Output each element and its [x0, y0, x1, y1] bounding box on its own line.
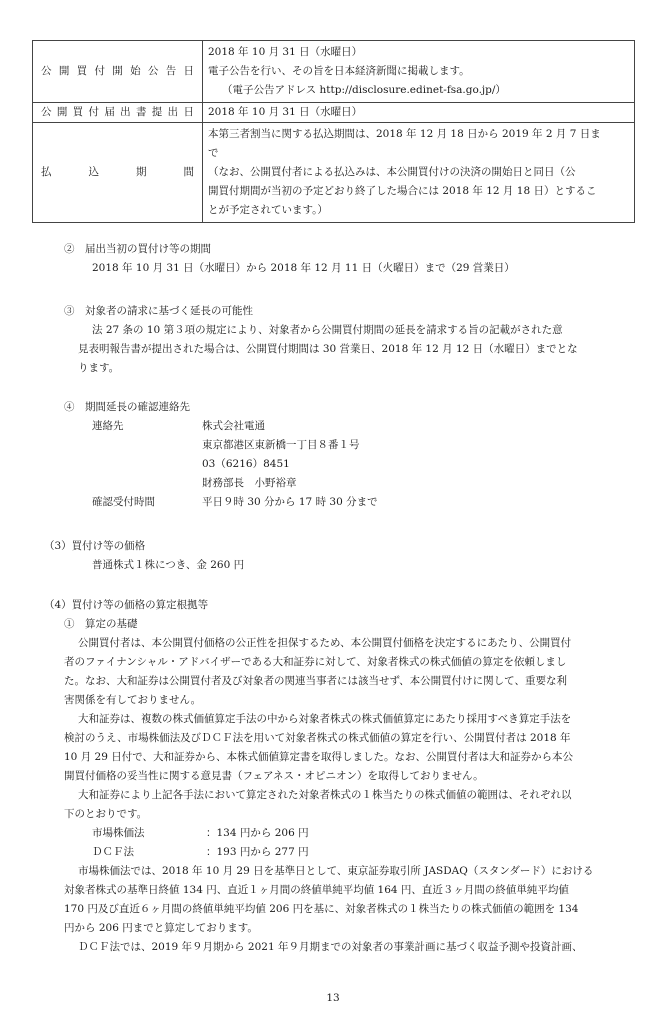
- paragraph-line: 円から 206 円までと算定しております。: [64, 922, 258, 934]
- section-heading: （4）買付け等の価格の算定根拠等: [44, 599, 209, 611]
- table-value-cell: [203, 123, 635, 223]
- section-heading: ④ 期間延長の確認連絡先: [64, 401, 190, 413]
- table-value-line: とが予定されています。）: [208, 204, 328, 216]
- method-name: 市場株価法: [92, 827, 145, 839]
- table-value-cell: [203, 103, 635, 123]
- method-name: ＤＣＦ法: [92, 846, 134, 858]
- hours-value: 平日９時 30 分から 17 時 30 分まで: [202, 496, 378, 508]
- paragraph-line: 170 円及び直近６ヶ月間の終値単純平均値 206 円を基に、対象者株式の１株当たりの株式価値の範囲を 134: [64, 903, 579, 915]
- table-label-cell: [33, 123, 203, 223]
- method-range: ：193 円から 277 円: [206, 846, 309, 858]
- label-char: 込: [88, 166, 99, 178]
- contact-phone: 03（6216）8451: [202, 458, 290, 470]
- paragraph-line: 大和証券は、複数の株式価値算定手法の中から対象者株式の株式価値算定にあたり採用すべき算定手法を: [78, 713, 572, 725]
- paragraph-line: 開買付価格の妥当性に関する意見書（フェアネス・オピニオン）を取得しておりません。: [64, 770, 484, 782]
- table-value-line: 本第三者割当に関する払込期間は、2018 年 12 月 18 日から 2019 年 2 月 7 日ま: [208, 128, 601, 140]
- paragraph-line: 公開買付者は、本公開買付価格の公正性を担保するため、本公開買付価格を決定するにあたり、公開買付: [78, 637, 572, 649]
- paragraph-line: た。なお、大和証券は公開買付者及び対象者の関連当事者には該当せず、本公開買付けに関して、重要な利: [64, 675, 567, 687]
- section-heading: ③ 対象者の請求に基づく延長の可能性: [64, 305, 253, 317]
- label-char: 公: [147, 65, 159, 77]
- table-value-line: 電子公告を行い、その旨を日本経済新聞に掲載します。: [208, 65, 470, 77]
- table-row: [33, 123, 635, 223]
- paragraph-line: 普通株式１株につき、金 260 円: [92, 559, 245, 571]
- section-heading: ② 届出当初の買付け等の期間: [64, 243, 211, 255]
- table-value-line: 2018 年 10 月 31 日（水曜日）: [208, 46, 363, 58]
- paragraph-line: ＤＣＦ法では、2019 年９月期から 2021 年９月期までの対象者の事業計画に基づく収益予測や投資計画、: [78, 941, 583, 953]
- subsection-heading: ① 算定の基礎: [64, 618, 138, 630]
- label-char: 届: [104, 106, 115, 118]
- label-char: 日: [183, 106, 194, 118]
- label-char: 書: [135, 106, 147, 118]
- section-price: [0, 537, 666, 575]
- hours-label: 確認受付時間: [92, 496, 155, 508]
- label-char: 付: [88, 106, 99, 118]
- tender-offer-announcement-label: [41, 62, 194, 81]
- table-label-cell: [33, 103, 203, 123]
- payment-period-label: [41, 163, 194, 182]
- label-char: 出: [120, 106, 131, 118]
- contact-company: 株式会社電通: [202, 420, 265, 432]
- table-label-cell: [33, 41, 203, 103]
- paragraph-line: 2018 年 10 月 31 日（水曜日）から 2018 年 12 月 11 日（火曜日）まで（29 営業日）: [92, 262, 515, 274]
- table-value-line: で: [208, 147, 219, 159]
- label-char: 日: [183, 65, 194, 77]
- table-value-line: （なお、公開買付者による払込みは、本公開買付けの決済の開始日と同日（公: [208, 166, 576, 178]
- label-char: 告: [165, 65, 177, 77]
- label-char: 間: [183, 166, 194, 178]
- label-char: 提: [151, 106, 163, 118]
- contact-person: 財務部長 小野裕章: [202, 477, 297, 489]
- paragraph-line: 見表明報告書が提出された場合は、公開買付期間は 30 営業日、2018 年 12 月 12 日（水曜日）までとな: [78, 343, 578, 355]
- filing-date-label: [41, 103, 194, 122]
- label-char: 開: [58, 65, 70, 77]
- paragraph-line: 大和証券により上記各手法において算定された対象者株式の１株当たりの株式価値の範囲は、それぞれ以: [78, 789, 572, 801]
- method-row: [0, 824, 666, 843]
- section-extension-contact: [0, 398, 666, 512]
- paragraph-line: 下のとおりです。: [64, 808, 148, 820]
- label-char: 付: [94, 65, 105, 77]
- contact-address: 東京都港区東新橋一丁目８番１号: [202, 439, 360, 451]
- paragraph-line: ります。: [78, 362, 120, 374]
- method-row: [0, 843, 666, 862]
- label-char: 開: [56, 106, 68, 118]
- label-char: 払: [41, 166, 52, 178]
- label-char: 買: [72, 106, 84, 118]
- paragraph-line: 害関係を有しておりません。: [64, 694, 202, 706]
- label-char: 買: [76, 65, 88, 77]
- label-char: 期: [136, 166, 147, 178]
- section-initial-period: [0, 240, 666, 278]
- table-value-line: 開買付期間が当初の予定どおり終了した場合には 2018 年 12 月 18 日）とするこ: [208, 185, 597, 197]
- label-char: 公: [41, 106, 52, 118]
- page-number: 13: [326, 992, 340, 1004]
- label-char: 公: [41, 65, 52, 77]
- table-row: [33, 103, 635, 123]
- label-char: 始: [130, 65, 141, 77]
- table-row: [33, 41, 635, 103]
- section-price-basis: [0, 596, 666, 957]
- paragraph-line: 法 27 条の 10 第３項の規定により、対象者から公開買付期間の延長を請求する旨の記載がされた意: [92, 324, 563, 336]
- label-char: 開: [112, 65, 123, 77]
- method-range: ：134 円から 206 円: [206, 827, 309, 839]
- paragraph-line: 者のファイナンシャル・アドバイザーである大和証券に対して、対象者株式の株式価値の算定を依頼しまし: [64, 656, 567, 668]
- paragraph-line: 10 月 29 日付で、大和証券から、本株式価値算定書を取得しました。なお、公開買付者は大和証券から本公: [64, 751, 574, 763]
- section-heading: （3）買付け等の価格: [44, 540, 146, 552]
- schedule-table: [32, 40, 635, 223]
- paragraph-line: 市場株価法では、2018 年 10 月 29 日を基準日として、東京証券取引所 JASDAQ（スタンダード）における: [78, 865, 594, 877]
- paragraph-line: 対象者株式の基準日終値 134 円、直近１ヶ月間の終値単純平均値 164 円、直近３ヶ月間の終値単純平均値: [64, 884, 569, 896]
- table-value-cell: [203, 41, 635, 103]
- section-extension-possibility: [0, 302, 666, 378]
- contact-label: 連絡先: [92, 420, 124, 432]
- table-value-line: （電子公告アドレス http://disclosure.edinet-fsa.go.jp/）: [222, 84, 506, 96]
- table-value-line: 2018 年 10 月 31 日（水曜日）: [208, 106, 363, 118]
- paragraph-line: 検討のうえ、市場株価法及びＤＣＦ法を用いて対象者株式の株式価値の算定を行い、公開買付者は 2018 年: [64, 732, 571, 744]
- label-char: 出: [167, 106, 179, 118]
